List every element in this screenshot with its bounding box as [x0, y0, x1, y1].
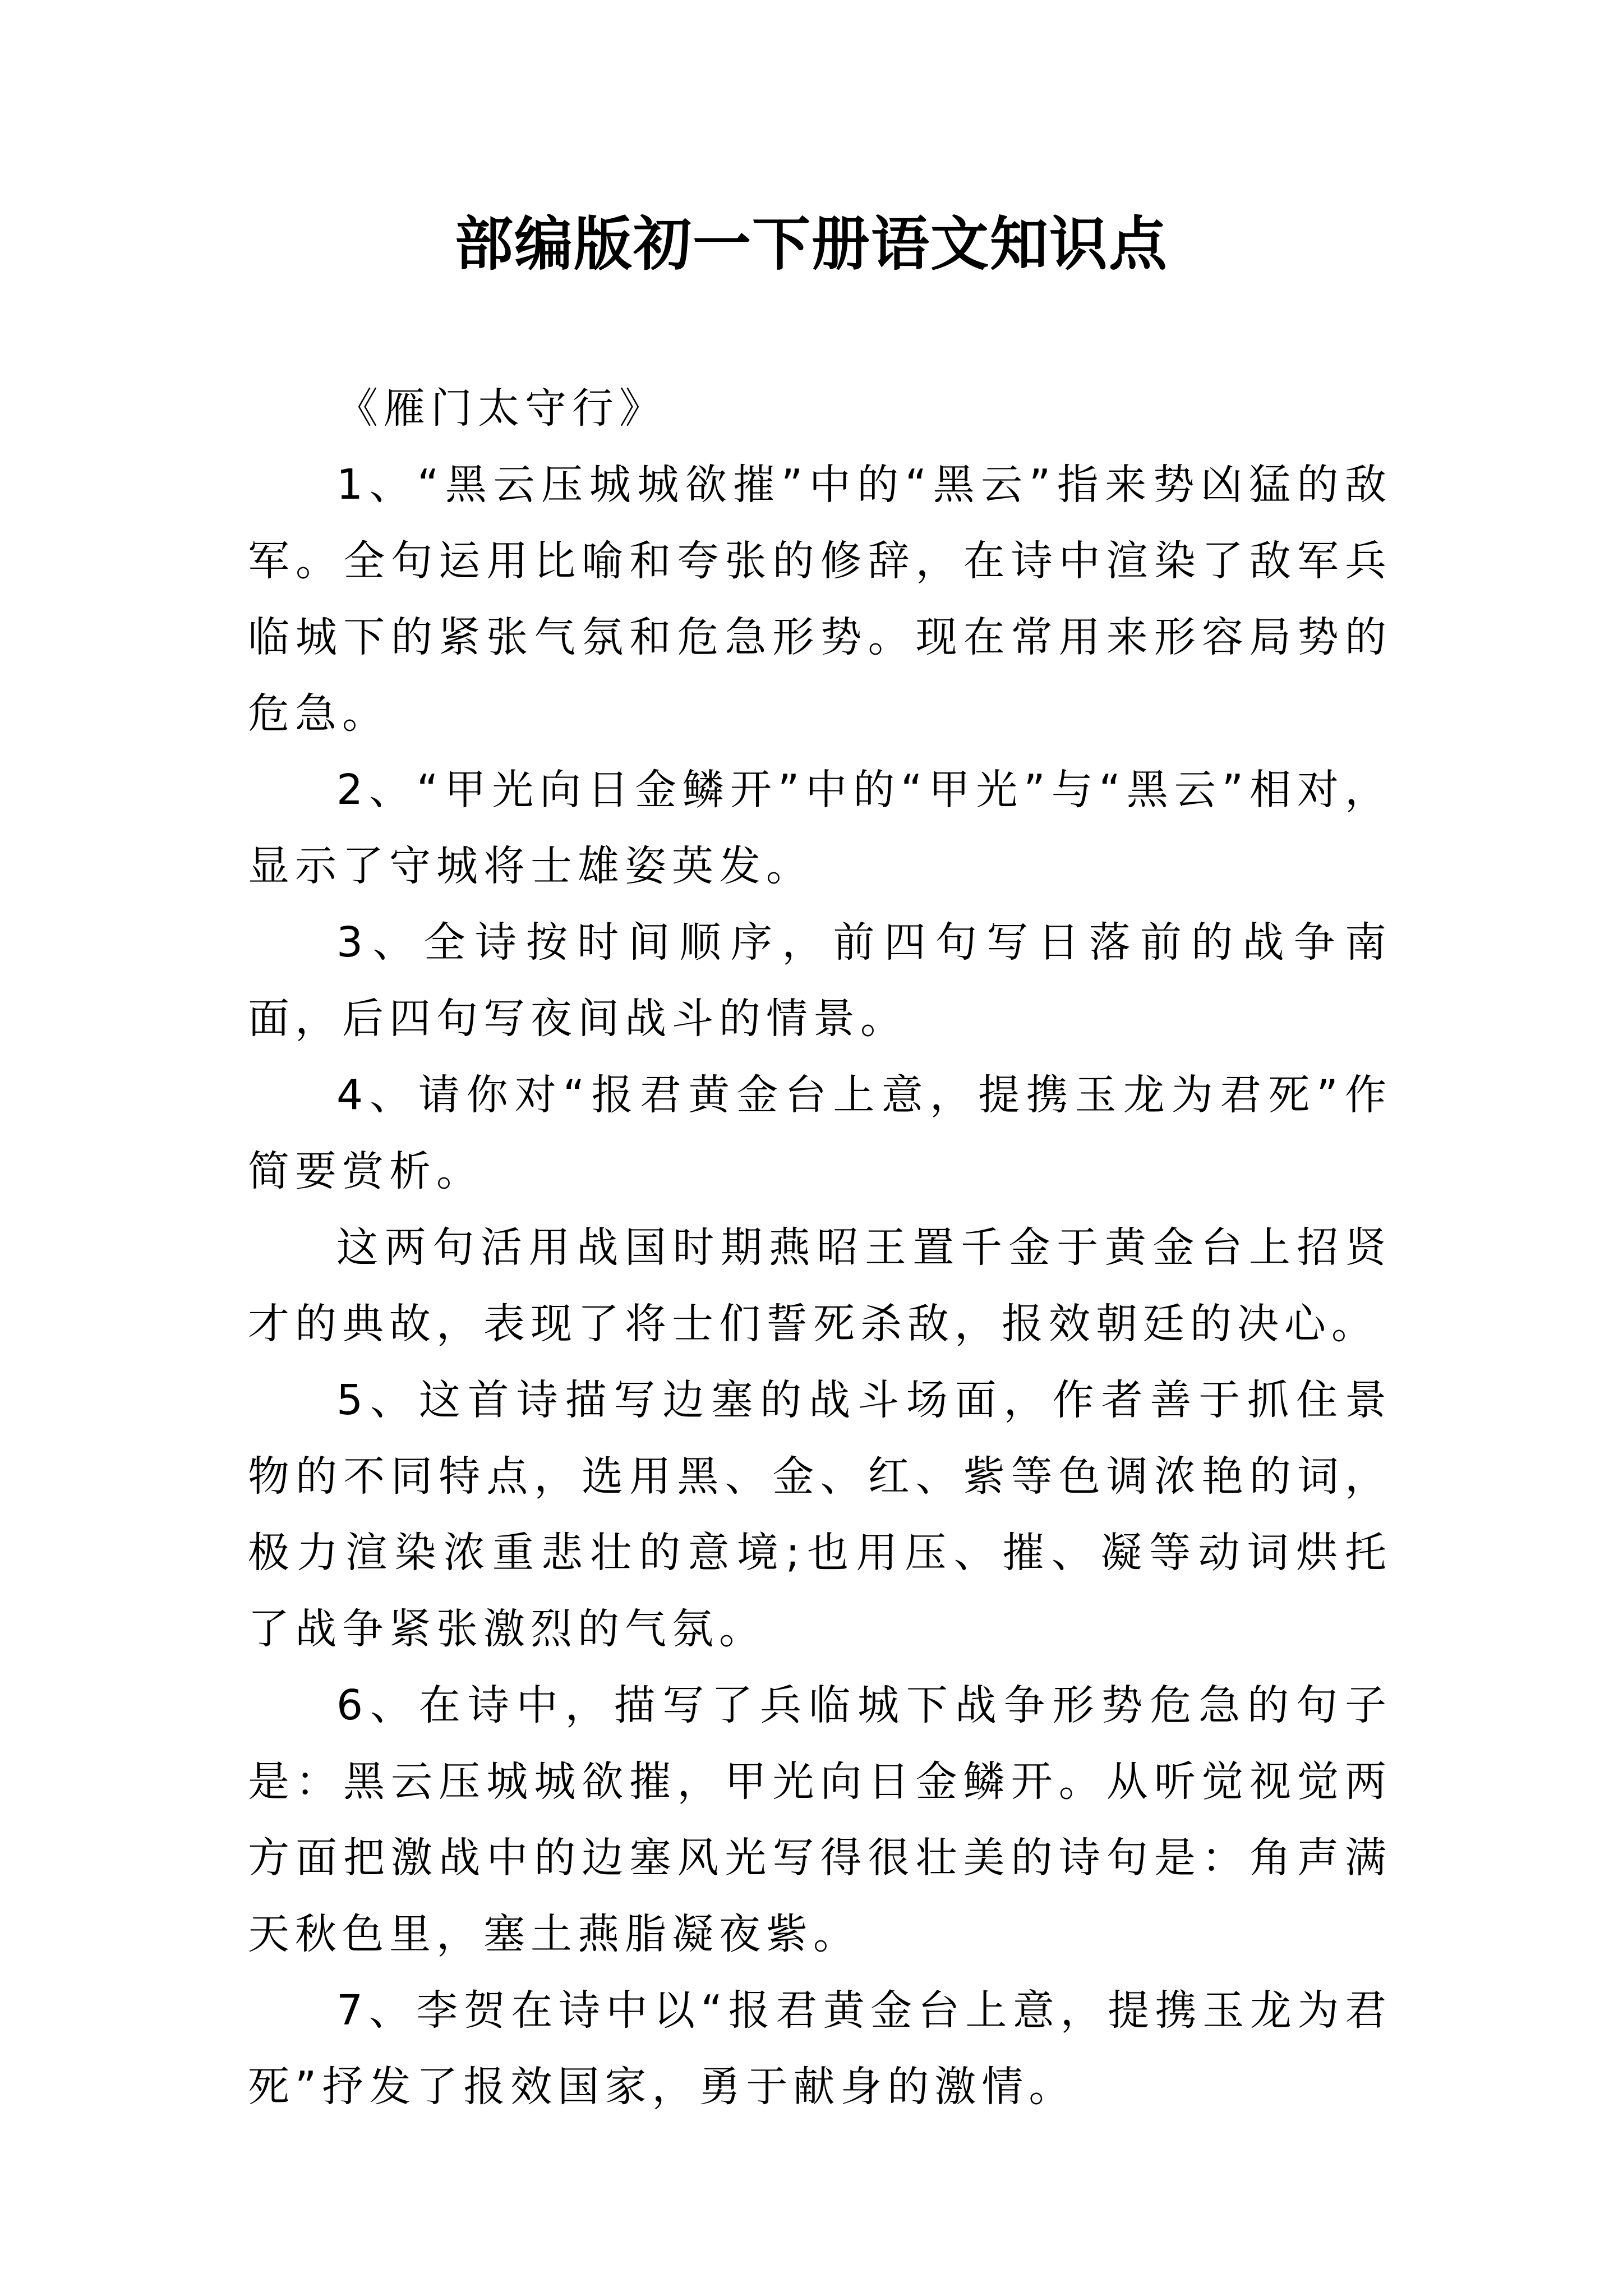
paragraph-4-answer: 这两句活用战国时期燕昭王置千金于黄金台上招贤才的典故，表现了将士们誓死杀敌，报效朝廷的决心。 — [248, 1223, 1392, 1348]
paragraph-6: 6、在诗中，描写了兵临城下战争形势危急的句子是：黑云压城城欲摧，甲光向日金鳞开。从听觉视觉两方面把激战中的边塞风光写得很壮美的诗句是：角声满天秋色里，塞土燕脂凝夜紫。 — [248, 1681, 1392, 1958]
paragraph-3: 3、全诗按时间顺序，前四句写日落前的战争南面，后四句写夜间战斗的情景。 — [248, 918, 1392, 1043]
document-title: 部编版初一下册语文知识点 — [454, 209, 1168, 278]
paragraph-4: 4、请你对“报君黄金台上意，提携玉龙为君死”作简要赏析。 — [248, 1071, 1392, 1195]
poem-title: 《雁门太守行》 — [336, 384, 666, 432]
paragraph-5: 5、这首诗描写边塞的战斗场面，作者善于抓住景物的不同特点，选用黑、金、红、紫等色调浓艳的词，极力渲染浓重悲壮的意境;也用压、摧、凝等动词烘托了战争紧张激烈的气氛。 — [248, 1376, 1392, 1653]
paragraph-1: 1、“黑云压城城欲摧”中的“黑云”指来势凶猛的敌军。全句运用比喻和夸张的修辞，在诗中渲染了敌军兵临城下的紧张气氛和危急形势。现在常用来形容局势的危急。 — [248, 461, 1392, 738]
paragraph-2: 2、“甲光向日金鳞开”中的“甲光”与“黑云”相对，显示了守城将士雄姿英发。 — [248, 766, 1392, 890]
document-body — [248, 370, 1392, 2125]
paragraph-7: 7、李贺在诗中以“报君黄金台上意，提携玉龙为君死”抒发了报效国家，勇于献身的激情。 — [248, 1986, 1392, 2111]
